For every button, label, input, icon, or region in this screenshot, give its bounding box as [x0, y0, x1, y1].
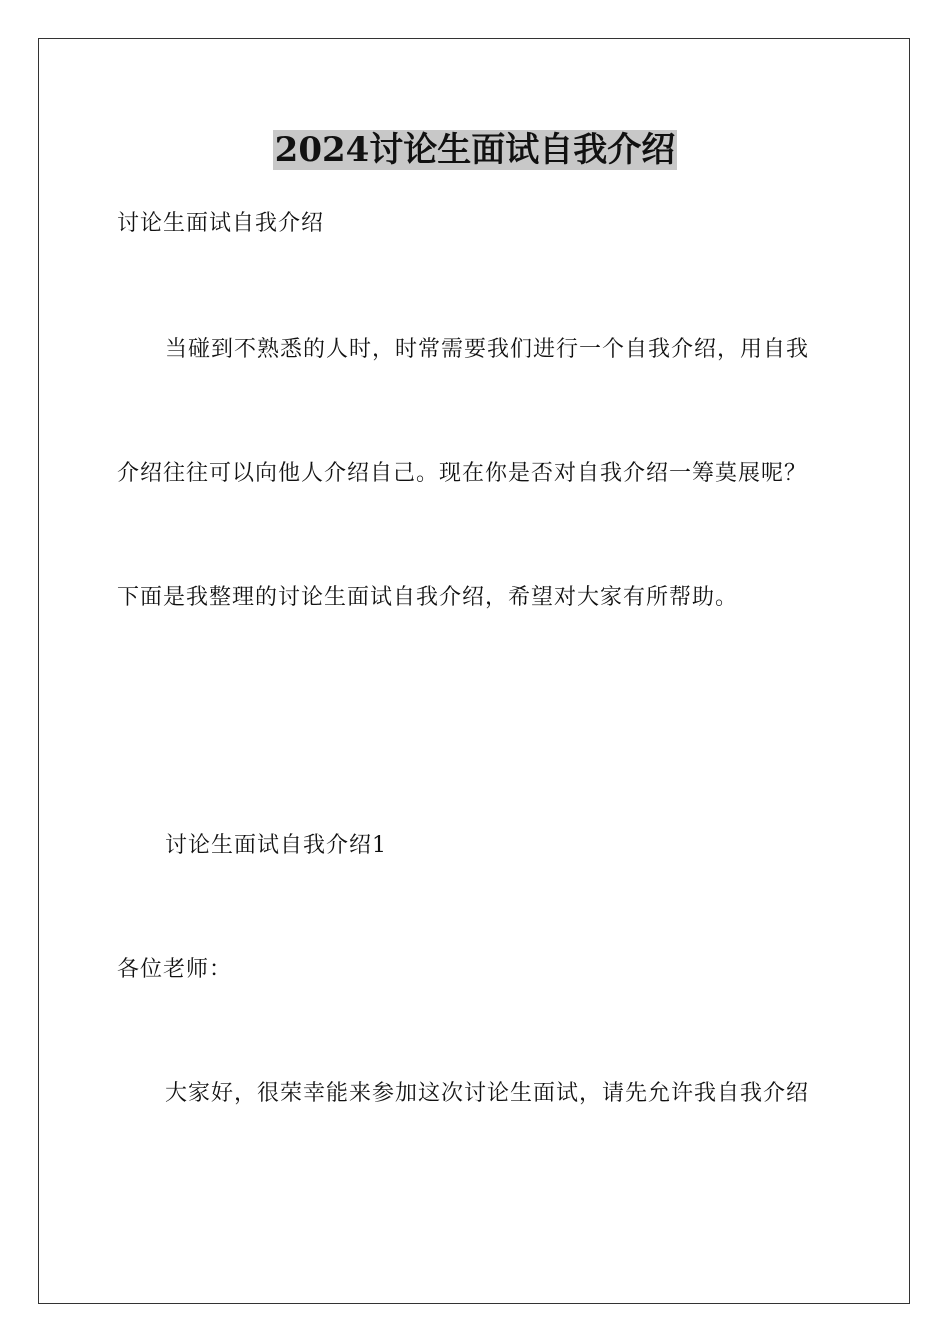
document-subtitle: 讨论生面试自我介绍 — [117, 211, 325, 236]
document-title-text: 2024讨论生面试自我介绍 — [274, 130, 676, 170]
document-title — [0, 128, 950, 172]
greeting: 各位老师： — [117, 957, 233, 982]
intro-line-2: 介绍往往可以向他人介绍自己。现在你是否对自我介绍一筹莫展呢？ — [117, 461, 808, 486]
section-heading: 讨论生面试自我介绍1 — [165, 833, 387, 858]
body-line-1: 大家好，很荣幸能来参加这次讨论生面试，请先允许我自我介绍 — [165, 1081, 810, 1106]
intro-line-1: 当碰到不熟悉的人时，时常需要我们进行一个自我介绍，用自我 — [165, 337, 810, 362]
intro-line-3: 下面是我整理的讨论生面试自我介绍，希望对大家有所帮助。 — [117, 585, 739, 610]
